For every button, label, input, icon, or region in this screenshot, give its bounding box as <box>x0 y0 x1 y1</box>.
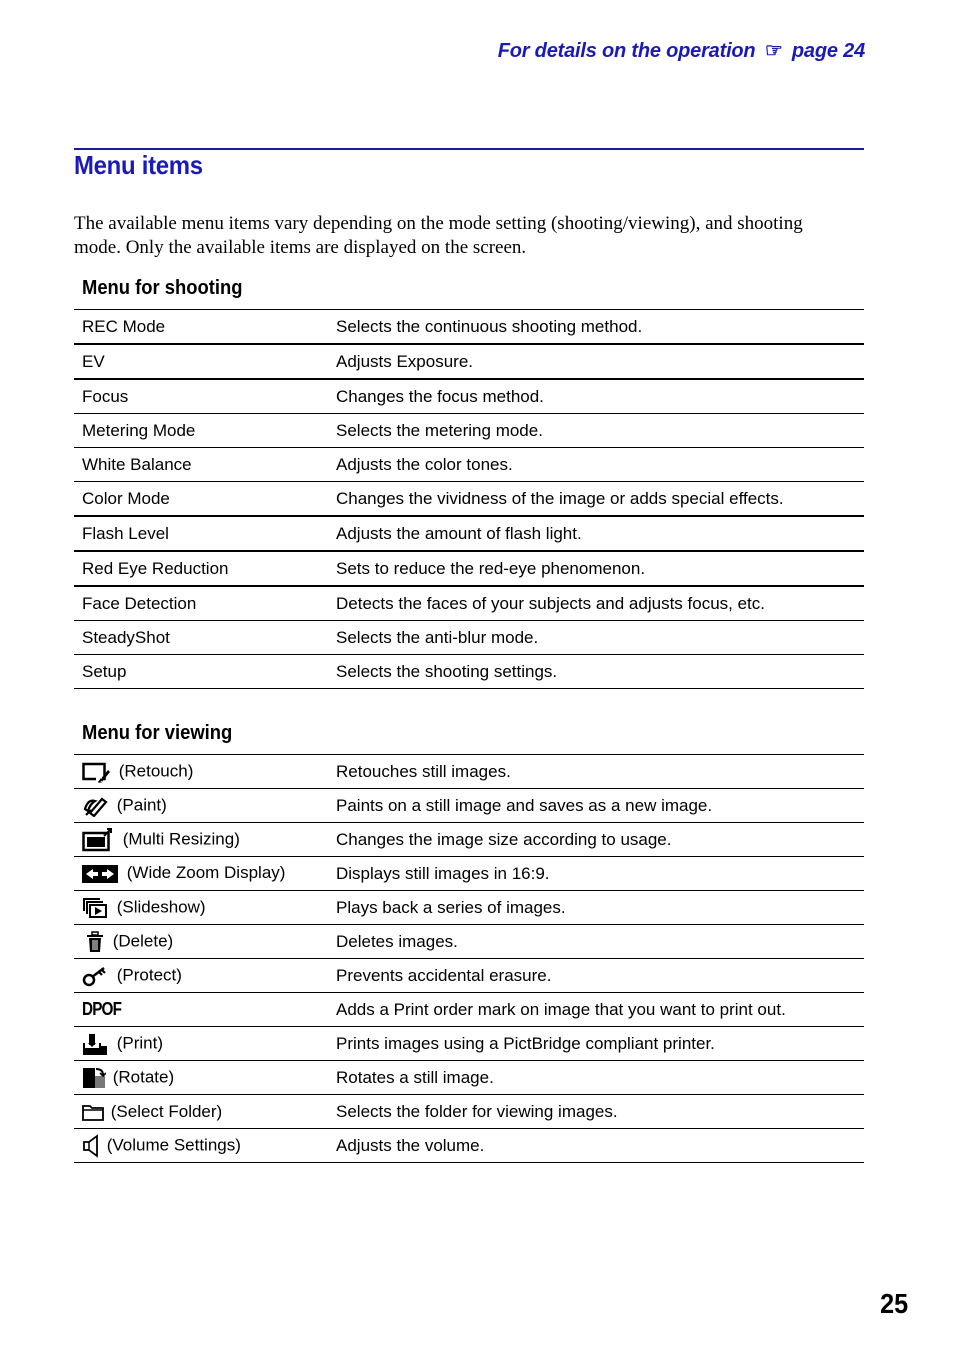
item-name: (Wide Zoom Display) <box>74 857 328 891</box>
item-name: (Slideshow) <box>74 891 328 925</box>
item-name: Metering Mode <box>74 414 328 448</box>
table-row <box>74 925 864 959</box>
rotate-icon <box>82 1067 106 1089</box>
table-row <box>74 959 864 993</box>
table-row <box>74 823 864 857</box>
folder-icon <box>82 1103 104 1121</box>
item-name: (Rotate) <box>74 1061 328 1095</box>
item-name: REC Mode <box>74 310 328 345</box>
item-name: Color Mode <box>74 482 328 517</box>
item-name: Focus <box>74 379 328 414</box>
item-name: Setup <box>74 655 328 689</box>
table-row <box>74 755 864 789</box>
table-row <box>74 621 864 655</box>
table-row <box>74 891 864 925</box>
table-row <box>74 414 864 448</box>
slideshow-icon <box>82 897 108 919</box>
item-name: (Select Folder) <box>74 1095 328 1129</box>
item-description: Adjusts the volume. <box>328 1129 864 1163</box>
table-row <box>74 310 864 345</box>
item-name: EV <box>74 344 328 379</box>
item-description: Selects the folder for viewing images. <box>328 1095 864 1129</box>
item-description: Displays still images in 16:9. <box>328 857 864 891</box>
item-description: Retouches still images. <box>328 755 864 789</box>
item-name <box>74 993 328 1027</box>
table-row <box>74 1061 864 1095</box>
cross-reference-page: page 24 <box>791 40 865 62</box>
item-name: (Print) <box>74 1027 328 1061</box>
table-row <box>74 1095 864 1129</box>
print-icon <box>82 1033 108 1055</box>
trash-icon <box>86 931 104 953</box>
item-description: Adds a Print order mark on image that you want to print out. <box>328 993 864 1027</box>
item-name: (Paint) <box>74 789 328 823</box>
item-description: Prevents accidental erasure. <box>328 959 864 993</box>
table-row <box>74 516 864 551</box>
item-name: White Balance <box>74 448 328 482</box>
item-name: (Protect) <box>74 959 328 993</box>
table-row <box>74 448 864 482</box>
item-description: Adjusts the amount of flash light. <box>328 516 864 551</box>
table-row <box>74 857 864 891</box>
table-row <box>74 993 864 1027</box>
pointing-hand-icon: ☞ <box>764 40 783 62</box>
item-description: Adjusts the color tones. <box>328 448 864 482</box>
table-row <box>74 586 864 621</box>
item-description: Selects the continuous shooting method. <box>328 310 864 345</box>
item-description: Sets to reduce the red-eye phenomenon. <box>328 551 864 586</box>
viewing-menu-table <box>74 754 864 1163</box>
item-description: Changes the focus method. <box>328 379 864 414</box>
item-name: Flash Level <box>74 516 328 551</box>
key-icon <box>82 965 108 987</box>
wide-zoom-icon <box>82 864 118 884</box>
table-row <box>74 344 864 379</box>
item-description: Selects the shooting settings. <box>328 655 864 689</box>
speaker-icon <box>82 1134 100 1158</box>
item-name: SteadyShot <box>74 621 328 655</box>
item-description: Deletes images. <box>328 925 864 959</box>
item-name: Red Eye Reduction <box>74 551 328 586</box>
item-description: Plays back a series of images. <box>328 891 864 925</box>
item-description: Prints images using a PictBridge compliant printer. <box>328 1027 864 1061</box>
cross-reference-text: For details on the operation <box>497 40 756 62</box>
intro-paragraph: The available menu items vary depending on the mode setting (shooting/viewing), and shooting mode. Only the available items are displayed on the screen. <box>74 213 803 258</box>
item-description: Selects the metering mode. <box>328 414 864 448</box>
table-row <box>74 482 864 517</box>
item-name: (Volume Settings) <box>74 1129 328 1163</box>
cross-reference[interactable] <box>498 38 865 63</box>
multi-resizing-icon <box>82 828 114 852</box>
item-name: (Multi Resizing) <box>74 823 328 857</box>
item-description: Adjusts Exposure. <box>328 344 864 379</box>
item-description: Selects the anti-blur mode. <box>328 621 864 655</box>
shooting-menu-heading: Menu for shooting <box>82 277 243 299</box>
item-description: Rotates a still image. <box>328 1061 864 1095</box>
table-row <box>74 379 864 414</box>
table-row <box>74 551 864 586</box>
page-number: 25 <box>879 1288 908 1319</box>
item-description: Changes the vividness of the image or adds special effects. <box>328 482 864 517</box>
table-row <box>74 1027 864 1061</box>
table-row <box>74 655 864 689</box>
item-name: (Delete) <box>74 925 328 959</box>
item-description: Paints on a still image and saves as a new image. <box>328 789 864 823</box>
section-title: Menu items <box>74 150 203 180</box>
item-description: Changes the image size according to usage. <box>328 823 864 857</box>
table-row <box>74 1129 864 1163</box>
shooting-menu-table <box>74 309 864 689</box>
table-row <box>74 789 864 823</box>
item-description: Detects the faces of your subjects and adjusts focus, etc. <box>328 586 864 621</box>
retouch-icon <box>82 761 110 783</box>
item-name: (Retouch) <box>74 755 328 789</box>
viewing-menu-heading: Menu for viewing <box>82 722 233 744</box>
paint-icon <box>82 795 108 817</box>
item-name: Face Detection <box>74 586 328 621</box>
dpof-icon: DPOF <box>82 999 122 1019</box>
